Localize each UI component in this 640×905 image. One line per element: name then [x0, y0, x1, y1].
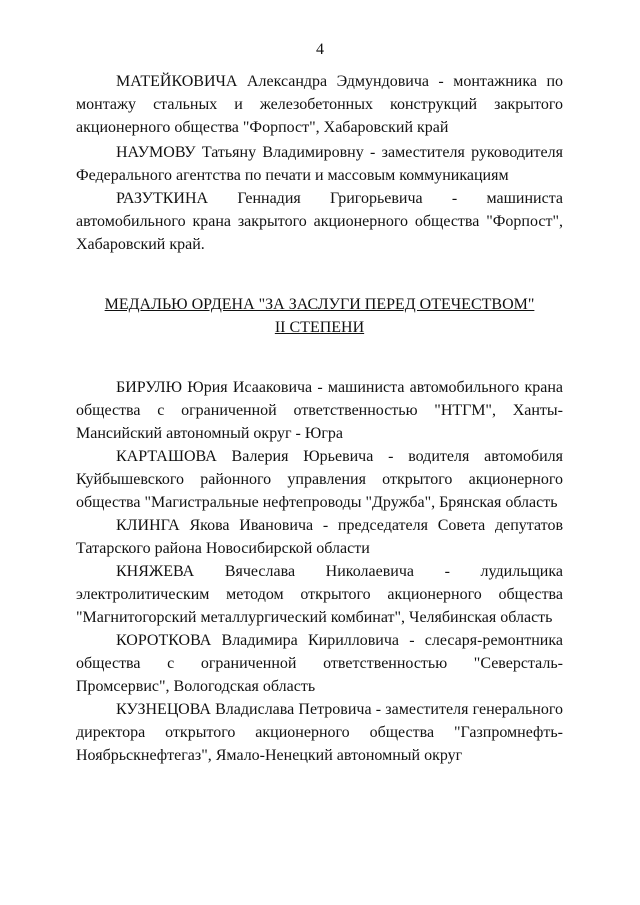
section-heading-line2: II СТЕПЕНИ [274, 319, 365, 336]
award-entry-birulya: БИРУЛЮ Юрия Исааковича - машиниста автомобильного крана общества с ограниченной ответственностью "НТГМ", Ханты-Мансийский автономный округ - Югра [76, 379, 563, 442]
award-entry-korotkov: КОРОТКОВА Владимира Кирилловича - слесаря-ремонтника общества с ограниченной ответственностью "Северсталь-Промсервис", Вологодская область [76, 632, 563, 695]
award-entry-klinga: КЛИНГА Якова Ивановича - председателя Совета депутатов Татарского района Новосибирской области [76, 517, 563, 557]
section-heading-line1: МЕДАЛЬЮ ОРДЕНА "ЗА ЗАСЛУГИ ПЕРЕД ОТЕЧЕСТВОМ" [104, 296, 535, 313]
award-entry-mateykovich: МАТЕЙКОВИЧА Александра Эдмундовича - монтажника по монтажу стальных и железобетонных конструкций закрытого акционерного общества "Форпост", Хабаровский край [76, 73, 563, 136]
award-entry-razutkin: РАЗУТКИНА Геннадия Григорьевича - машиниста автомобильного крана закрытого акционерного общества "Форпост", Хабаровский край. [76, 190, 563, 253]
award-entry-kartashov: КАРТАШОВА Валерия Юрьевича - водителя автомобиля Куйбышевского районного управления открытого акционерного общества "Магистральные нефтепроводы "Дружба", Брянская область [76, 448, 563, 511]
award-entry-kuznetsov: КУЗНЕЦОВА Владислава Петровича - заместителя генерального директора открытого акционерного общества "Газпромнефть-Ноябрьскнефтегаз", Ямало-Ненецкий автономный округ [76, 701, 563, 764]
award-entry-naumova: НАУМОВУ Татьяну Владимировну - заместителя руководителя Федерального агентства по печати и массовым коммуникациям [76, 144, 563, 184]
section-heading [76, 293, 563, 339]
page-number: 4 [316, 41, 324, 58]
award-entry-knyazhev: КНЯЖЕВА Вячеслава Николаевича - лудильщика электролитическим методом открытого акционерного общества "Магнитогорский металлургический комбинат", Челябинская область [76, 563, 563, 626]
